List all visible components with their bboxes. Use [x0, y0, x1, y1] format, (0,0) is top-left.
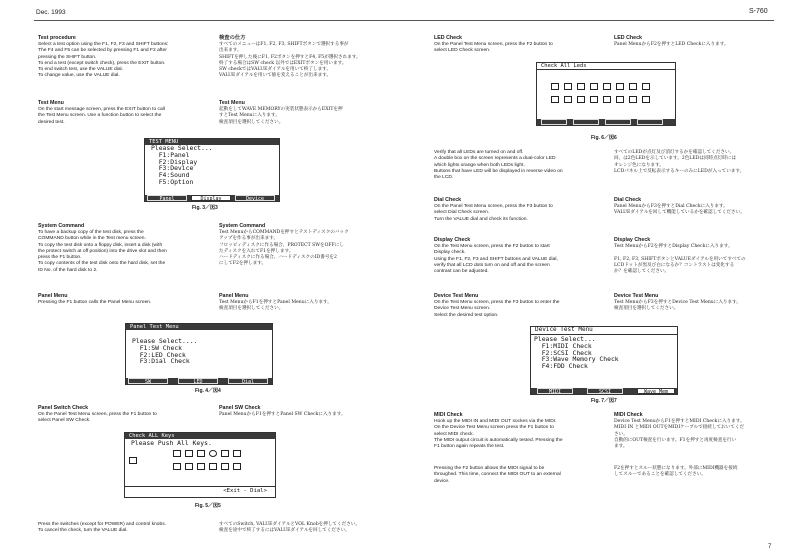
test-menu-en	[38, 100, 210, 126]
midi-f2-jp	[614, 466, 779, 479]
section-title-jp: 検査の仕方	[219, 35, 246, 41]
tab-led: LED	[178, 378, 218, 384]
section-text-jp: Panel MenuからF3を押すとDial Checkに入ります。 VALUEダイアルを回して機能しているかを確認してください。	[614, 204, 745, 216]
header-rule	[34, 20, 774, 21]
section-text-jp: Test MenuからF2を押すとDisplay Checkに入ります。 F1, F2, F3, SHIFTボタンとVALUEダイアルを用いてすべての LCDドットが黒及び白になるか？コントラストは変化する か？を確認してください。	[614, 244, 746, 275]
test-menu-jp	[219, 100, 389, 126]
section-text: To have a backup copy of the test disk, press the COMMAND button while in the Test menu screen. To copy the test disk onto a floppy disk, insert a disk (with the protect switch at off position) into the drive slot and then press the F1 button. To copy contents of the test disk onto the hard disk, set the ID No. of the hard disk to 2.	[38, 230, 167, 273]
lcd-menu-lines: Please Select... F1:MIDI Check F2:SCSI Check F3:Wave Memory Check F4:FDD Check	[534, 335, 619, 371]
key-square-icon	[173, 450, 181, 457]
section-text-jp: すべてのメニューはF1, F2, F3, SHIFTボタンで選択する事が 出来ます。 SHIFTを押した後にF1, F2ボタンを押すとF4, F5が選択されます。 終了する場合はSW check 以外ではEXITボタンを用います。 SW checkではVALUEダイアルを用いて終了します。 VALUEダイアルを用いて値を変えることが出来ます。	[219, 42, 361, 79]
section-text: Pressing the F1 button calls the Panel Menu screen.	[38, 300, 152, 305]
lcd-menu-lines: Please Select.... F1:SW Check F2:LED Check F3:Dial Check	[132, 337, 198, 366]
key-square-icon	[173, 463, 181, 470]
led-square-icon	[629, 96, 637, 103]
section-title-jp: Display Check	[614, 237, 651, 243]
led-square-icon	[603, 83, 611, 90]
section-text-jp: すべてのLEDが点灯及び消灯するかを確認してください。 回、は2色LEDを示しています。2色LEDは同時点灯時には オレンジ色になります。 LCDパネル上で反転表示するキーのみにLEDが入っています。	[614, 150, 745, 174]
section-text: Pressing the F2 button allows the MIDI signal to be throughed. This time, connect the MIDI OUT to an external device.	[434, 466, 561, 484]
section-text: On the Test Menu screen, press the F3 button to enter the Device Test Menu screen. Select the desired test option.	[434, 300, 560, 318]
section-text: On the Panel Test Menu screen, press the F1 button to select Panel SW Check.	[38, 412, 157, 424]
section-text-jp: 起動をしてWAVE MEMORYの実装状態表示からEXITを押 すとTest Menuに入ります。 検査項目を選択してください。	[219, 107, 343, 125]
led-square-icon	[564, 83, 572, 90]
bottom-jp	[219, 522, 394, 535]
led-verify-en	[434, 150, 606, 181]
section-text-jp: Test MenuからCOMMANDを押すとテストディスクのバック アップを作る事が出来ます。 フロッピィディスクに作る場合、PROTECT SWをOFFにし たディスクを入れてF1を押します。 ハードディスクに作る場合、ハードディスクのID番号を2 にしてF2を押します。	[219, 230, 349, 267]
lcd-footer-text: <Exit - Dial>	[223, 488, 267, 494]
key-square-icon	[233, 463, 241, 470]
dial-check-en	[434, 197, 606, 223]
key-square-icon	[197, 463, 205, 470]
led-square-icon	[629, 83, 637, 90]
section-text: On the Test Menu screen, press the F2 button to start Display check. Using the F1, F2, F3 and SHIFT buttons and VALUE dial, verify that all LCD dots turn on and off and the screen contrast can be adjusted.	[434, 244, 558, 275]
led-square-icon	[564, 96, 572, 103]
section-title: LED Check	[434, 35, 462, 41]
section-title-jp: Dial Check	[614, 197, 642, 203]
midi-check-jp	[614, 412, 779, 450]
section-title: Panel Switch Check	[38, 405, 89, 411]
fig6-lcd-screen	[536, 62, 676, 126]
panel-menu-jp	[219, 293, 389, 313]
led-square-icon	[551, 83, 559, 90]
key-square-icon	[221, 450, 229, 457]
key-square-icon	[233, 450, 241, 457]
fig3-caption: Fig. 3／図3	[192, 205, 218, 211]
section-text: On the Panel Test Menu screen, press the F2 button to select LED Check screen.	[434, 42, 553, 54]
test-procedure-en	[38, 35, 210, 80]
key-square-icon	[221, 463, 229, 470]
led-square-icon	[642, 83, 650, 90]
fig4-caption: Fig. 4／図4	[195, 388, 221, 394]
header-date: Dec. 1993	[36, 9, 66, 16]
section-text: On the Panel Test Menu screen, press the F3 button to select Dial Check screen. Turn the VALUE dial and check its function.	[434, 204, 553, 222]
section-title-jp: Test Menu	[219, 100, 245, 106]
section-title-jp: Device Test Menu	[614, 293, 659, 299]
section-text-jp: Device Test MenuからF1を押すとMIDI Checkに入ります。 MIDI IN とMIDI OUTをMIDIケーブルで接続しておいてくだ さい。 自動的にOUT検査を行います。F1を押すと再度検査を行い ます。	[614, 419, 745, 450]
lcd-footer	[125, 486, 275, 497]
dual-led-square-icon	[616, 83, 624, 90]
section-text-jp: Panel MenuからF1を押すとPanel SW Checkに入ります。	[219, 412, 346, 417]
key-square-icon	[209, 463, 217, 470]
led-square-icon	[616, 96, 624, 103]
tab-blank	[637, 119, 663, 125]
section-title-jp: MIDI Check	[614, 412, 643, 418]
tab-blank	[573, 119, 599, 125]
section-title: Test Menu	[38, 100, 64, 106]
lcd-line: Please Push All Keys.	[131, 439, 212, 447]
test-procedure-jp	[219, 35, 389, 80]
display-check-en	[434, 237, 606, 275]
section-title-jp: System Command	[219, 223, 266, 229]
led-square-icon	[590, 83, 598, 90]
bottom-en	[38, 522, 218, 535]
key-square-icon	[197, 450, 205, 457]
section-text-jp: すべてのSwitch, VALUEダイアルとVOL Knobを押してください。 検査を途中で終了するにはVALUEダイアルを回してください。	[219, 522, 360, 534]
section-text-jp: F2を押すとスルー状態になります。外部にMIDI機器を接続 してスルーであることを確認してください。	[614, 466, 738, 478]
led-check-jp	[614, 35, 779, 48]
fig6-caption: Fig. 6／図6	[591, 135, 617, 141]
section-title-jp: LED Check	[614, 35, 642, 41]
dual-led-square-icon	[577, 83, 585, 90]
section-text-jp: Panel MenuからF2を押すとLED Checkに入ります。	[614, 42, 729, 47]
section-text: Hook up the MIDI IN and MIDI OUT sockes via the MIDI. On the Device Test Menu screen press the F1 button to select MIDI check. The MIDI output circuit is automatically tested. Pressing the F1 button again repeats the test.	[434, 419, 563, 450]
lcd-title: TEST MENU	[149, 139, 179, 145]
key-square-icon	[129, 457, 137, 464]
tab-sw: SW	[128, 378, 168, 384]
tab-scsi: SCSI	[587, 388, 623, 394]
tab-wave-mem: Wave Mem	[637, 388, 675, 394]
midi-f2-en	[434, 466, 606, 485]
tab-blank	[605, 119, 631, 125]
tab-panel: Panel	[147, 195, 187, 201]
section-title: MIDI Check	[434, 412, 463, 418]
section-text: Verify that all LEDs are turned on and off. A double box on the screen represents a dual-color LED which lights orange when both LEDs light. Buttons that have LED will be displayed in reverse video on the LCD.	[434, 150, 563, 181]
key-square-icon	[185, 463, 193, 470]
fig5-lcd-screen	[124, 432, 276, 498]
lcd-title: Panel Test Menu	[130, 324, 179, 330]
page-number: 7	[768, 544, 772, 550]
header-model: S-760	[749, 8, 768, 15]
section-text: On the start message screen, press the EXIT button to call the Test Menu screen. Use a function button to select the desired test.	[38, 107, 165, 125]
section-title: Test procedure	[38, 35, 76, 41]
led-square-icon	[551, 96, 559, 103]
system-command-jp	[219, 223, 389, 268]
display-check-jp	[614, 237, 779, 275]
fig4-lcd-screen	[125, 323, 273, 385]
section-text: Press the switches (except for POWER) and control knobs. To cancel the check, turn the VALUE dial.	[38, 522, 167, 534]
section-title: Panel Menu	[38, 293, 68, 299]
led-verify-jp	[614, 150, 779, 175]
tab-device: Device	[235, 195, 275, 201]
section-title-jp: Panel SW Check	[219, 405, 261, 411]
key-square-icon	[185, 450, 193, 457]
led-square-icon	[590, 96, 598, 103]
tab-display: Display	[191, 195, 231, 201]
section-text-jp: Test MenuからF1を押すとPanel Menuに入ります。 検査項目を選択してください。	[219, 300, 332, 312]
led-square-icon	[577, 96, 585, 103]
section-text-jp: Test MenuからF3を押すとDevice Test Menuに入ります。 検査項目を選択してください。	[614, 300, 741, 312]
fig7-lcd-screen	[530, 326, 678, 395]
lcd-title: Check ALL Keys	[129, 433, 175, 439]
panel-switch-check-en	[38, 405, 210, 425]
tab-midi: MIDI	[537, 388, 573, 394]
section-text: Select a test option using the F1, F2, F3 and SHIFT buttons: The F4 and F5 can be selected by pressing F1 and F2 after pressing the SHIFT button. To end a test (except switch check), press the EXIT button. To end switch test, use the VALUE dial. To change value, use the VALUE dial.	[38, 42, 169, 79]
tab-dial: Dial	[228, 378, 268, 384]
section-title: Device Test Menu	[434, 293, 479, 299]
fig7-caption: Fig. 7／図7	[591, 398, 617, 404]
section-title: System Command	[38, 223, 85, 229]
tab-blank	[541, 119, 567, 125]
led-square-icon	[603, 96, 611, 103]
section-title-jp: Panel Menu	[219, 293, 249, 299]
device-test-menu-jp	[614, 293, 779, 313]
panel-switch-check-jp	[219, 405, 389, 418]
lcd-menu-lines: Please Select... F1:Panel F2:Display F3:Device F4:Sound F5:Option	[151, 144, 213, 186]
system-command-en	[38, 223, 210, 274]
fig5-caption: Fig. 5／図5	[195, 503, 221, 509]
knob-circle-icon	[209, 450, 217, 457]
fig3-lcd-screen	[144, 138, 280, 202]
led-check-en	[434, 35, 606, 55]
panel-menu-en	[38, 293, 210, 306]
lcd-title: Check All Leds	[541, 63, 587, 69]
led-square-icon	[642, 96, 650, 103]
device-test-menu-en	[434, 293, 606, 319]
section-title: Dial Check	[434, 197, 462, 203]
section-title: Display Check	[434, 237, 471, 243]
midi-check-en	[434, 412, 606, 450]
dial-check-jp	[614, 197, 779, 217]
lcd-title: Device Test Menu	[535, 326, 593, 333]
